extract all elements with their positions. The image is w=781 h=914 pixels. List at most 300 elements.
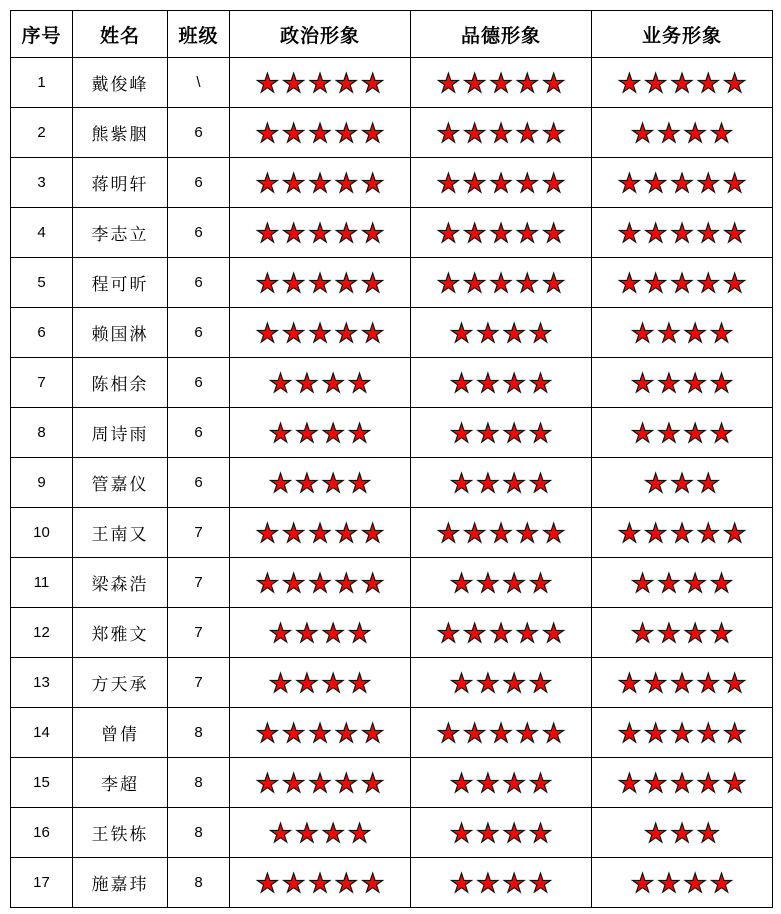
star-icon: ★ [670, 67, 694, 98]
star-icon: ★ [722, 167, 747, 198]
table-row [11, 858, 773, 908]
star-icon: ★ [670, 717, 694, 748]
star-icon: ★ [308, 567, 332, 598]
star-icon: ★ [709, 617, 734, 648]
star-icon: ★ [696, 817, 720, 848]
star-rating [592, 258, 772, 307]
star-icon: ★ [255, 267, 280, 298]
table-row [11, 308, 773, 358]
star-rating [230, 608, 410, 657]
star-icon: ★ [489, 67, 513, 98]
star-rating [411, 558, 591, 607]
star-icon: ★ [630, 567, 655, 598]
star-icon: ★ [489, 717, 513, 748]
cell-moral-rating [411, 58, 592, 108]
table-header [11, 11, 773, 58]
star-icon: ★ [644, 267, 668, 298]
cell-political-rating [230, 608, 411, 658]
star-rating [592, 558, 772, 607]
cell-political-rating [230, 208, 411, 258]
cell-moral-rating [411, 558, 592, 608]
star-icon: ★ [630, 617, 655, 648]
star-icon: ★ [436, 217, 461, 248]
cell-business-rating [592, 708, 773, 758]
star-icon: ★ [308, 317, 332, 348]
cell-class: 8 [168, 858, 230, 908]
star-icon: ★ [436, 267, 461, 298]
star-rating [230, 108, 410, 157]
star-icon: ★ [282, 267, 306, 298]
star-icon: ★ [282, 517, 306, 548]
star-icon: ★ [282, 767, 306, 798]
star-rating [230, 208, 410, 257]
star-icon: ★ [502, 567, 526, 598]
star-icon: ★ [515, 617, 539, 648]
star-icon: ★ [541, 717, 566, 748]
cell-business-rating [592, 108, 773, 158]
cell-index: 17 [11, 858, 73, 908]
star-icon: ★ [476, 667, 500, 698]
cell-moral-rating [411, 758, 592, 808]
star-icon: ★ [282, 167, 306, 198]
cell-index: 7 [11, 358, 73, 408]
star-icon: ★ [515, 117, 539, 148]
star-icon: ★ [321, 617, 345, 648]
star-icon: ★ [630, 117, 655, 148]
star-icon: ★ [709, 567, 734, 598]
star-icon: ★ [449, 817, 474, 848]
cell-class: 6 [168, 358, 230, 408]
star-icon: ★ [476, 817, 500, 848]
star-rating [411, 58, 591, 107]
star-icon: ★ [722, 67, 747, 98]
cell-index: 3 [11, 158, 73, 208]
star-rating [411, 508, 591, 557]
star-icon: ★ [321, 667, 345, 698]
star-rating [411, 458, 591, 507]
star-icon: ★ [360, 517, 385, 548]
star-icon: ★ [696, 467, 720, 498]
star-icon: ★ [696, 767, 720, 798]
column-header-name: 姓名 [73, 11, 168, 58]
star-icon: ★ [255, 217, 280, 248]
cell-class: 8 [168, 708, 230, 758]
cell-index: 8 [11, 408, 73, 458]
star-icon: ★ [617, 517, 642, 548]
star-rating [230, 758, 410, 807]
star-icon: ★ [295, 667, 319, 698]
table-row [11, 258, 773, 308]
star-icon: ★ [541, 267, 566, 298]
cell-political-rating [230, 108, 411, 158]
cell-name: 李超 [73, 758, 168, 808]
cell-name: 曾倩 [73, 708, 168, 758]
star-icon: ★ [541, 617, 566, 648]
star-icon: ★ [449, 367, 474, 398]
cell-index: 10 [11, 508, 73, 558]
star-icon: ★ [502, 417, 526, 448]
star-icon: ★ [308, 167, 332, 198]
star-icon: ★ [528, 467, 553, 498]
star-icon: ★ [449, 567, 474, 598]
star-icon: ★ [515, 67, 539, 98]
star-rating [411, 158, 591, 207]
star-icon: ★ [670, 767, 694, 798]
cell-moral-rating [411, 308, 592, 358]
cell-business-rating [592, 58, 773, 108]
star-icon: ★ [334, 117, 358, 148]
star-icon: ★ [321, 467, 345, 498]
cell-business-rating [592, 358, 773, 408]
cell-index: 1 [11, 58, 73, 108]
star-icon: ★ [630, 317, 655, 348]
star-icon: ★ [476, 467, 500, 498]
star-rating [411, 258, 591, 307]
star-rating [411, 108, 591, 157]
star-icon: ★ [515, 217, 539, 248]
cell-business-rating [592, 758, 773, 808]
star-icon: ★ [502, 467, 526, 498]
star-rating [230, 708, 410, 757]
star-icon: ★ [360, 167, 385, 198]
star-icon: ★ [463, 117, 487, 148]
cell-political-rating [230, 658, 411, 708]
table-row [11, 608, 773, 658]
star-icon: ★ [360, 567, 385, 598]
cell-moral-rating [411, 458, 592, 508]
star-icon: ★ [308, 217, 332, 248]
star-icon: ★ [347, 617, 372, 648]
star-icon: ★ [657, 417, 681, 448]
cell-political-rating [230, 458, 411, 508]
cell-political-rating [230, 258, 411, 308]
cell-name: 熊紫胭 [73, 108, 168, 158]
cell-business-rating [592, 458, 773, 508]
star-icon: ★ [696, 217, 720, 248]
star-icon: ★ [617, 217, 642, 248]
star-rating [230, 308, 410, 357]
star-icon: ★ [696, 717, 720, 748]
cell-index: 16 [11, 808, 73, 858]
star-icon: ★ [476, 767, 500, 798]
cell-name: 施嘉玮 [73, 858, 168, 908]
star-icon: ★ [436, 617, 461, 648]
star-icon: ★ [255, 117, 280, 148]
table-row [11, 658, 773, 708]
star-icon: ★ [696, 67, 720, 98]
cell-moral-rating [411, 158, 592, 208]
cell-political-rating [230, 708, 411, 758]
cell-class: 6 [168, 458, 230, 508]
star-icon: ★ [255, 517, 280, 548]
star-icon: ★ [476, 367, 500, 398]
star-rating [230, 58, 410, 107]
star-rating [230, 408, 410, 457]
cell-name: 方天承 [73, 658, 168, 708]
star-icon: ★ [617, 767, 642, 798]
star-icon: ★ [489, 117, 513, 148]
cell-moral-rating [411, 508, 592, 558]
star-icon: ★ [502, 817, 526, 848]
cell-class: 6 [168, 408, 230, 458]
cell-name: 李志立 [73, 208, 168, 258]
star-icon: ★ [360, 317, 385, 348]
star-rating [230, 458, 410, 507]
cell-political-rating [230, 158, 411, 208]
cell-index: 12 [11, 608, 73, 658]
star-rating [230, 508, 410, 557]
star-icon: ★ [670, 817, 694, 848]
cell-business-rating [592, 808, 773, 858]
star-icon: ★ [670, 167, 694, 198]
cell-business-rating [592, 258, 773, 308]
star-icon: ★ [436, 717, 461, 748]
star-icon: ★ [463, 517, 487, 548]
star-icon: ★ [709, 367, 734, 398]
star-icon: ★ [528, 367, 553, 398]
star-icon: ★ [295, 467, 319, 498]
star-icon: ★ [657, 567, 681, 598]
table-row [11, 358, 773, 408]
star-icon: ★ [670, 467, 694, 498]
star-icon: ★ [476, 867, 500, 898]
star-icon: ★ [670, 517, 694, 548]
cell-moral-rating [411, 108, 592, 158]
header-row [11, 11, 773, 58]
star-rating [411, 608, 591, 657]
cell-name: 程可昕 [73, 258, 168, 308]
star-rating [411, 858, 591, 907]
star-icon: ★ [334, 767, 358, 798]
star-rating [592, 708, 772, 757]
table-row [11, 808, 773, 858]
star-rating [411, 708, 591, 757]
star-icon: ★ [502, 767, 526, 798]
cell-moral-rating [411, 858, 592, 908]
star-icon: ★ [449, 467, 474, 498]
table-body [11, 58, 773, 908]
table-row [11, 208, 773, 258]
star-icon: ★ [683, 317, 707, 348]
cell-business-rating [592, 658, 773, 708]
star-rating [411, 658, 591, 707]
table-row [11, 508, 773, 558]
star-icon: ★ [696, 517, 720, 548]
star-icon: ★ [644, 67, 668, 98]
star-icon: ★ [528, 767, 553, 798]
cell-moral-rating [411, 208, 592, 258]
cell-class: 6 [168, 158, 230, 208]
star-rating [230, 808, 410, 857]
cell-index: 5 [11, 258, 73, 308]
star-icon: ★ [282, 217, 306, 248]
star-icon: ★ [696, 267, 720, 298]
star-icon: ★ [630, 367, 655, 398]
star-rating [592, 808, 772, 857]
star-icon: ★ [617, 267, 642, 298]
cell-name: 陈相余 [73, 358, 168, 408]
star-icon: ★ [683, 367, 707, 398]
star-rating [592, 208, 772, 257]
table-row [11, 758, 773, 808]
star-icon: ★ [463, 217, 487, 248]
star-icon: ★ [709, 867, 734, 898]
star-icon: ★ [282, 67, 306, 98]
cell-business-rating [592, 158, 773, 208]
star-icon: ★ [722, 767, 747, 798]
star-icon: ★ [268, 667, 293, 698]
star-icon: ★ [255, 567, 280, 598]
cell-business-rating [592, 308, 773, 358]
star-icon: ★ [528, 317, 553, 348]
cell-name: 管嘉仪 [73, 458, 168, 508]
star-icon: ★ [644, 217, 668, 248]
star-icon: ★ [696, 667, 720, 698]
cell-name: 周诗雨 [73, 408, 168, 458]
star-icon: ★ [334, 717, 358, 748]
star-icon: ★ [463, 267, 487, 298]
star-icon: ★ [489, 267, 513, 298]
star-icon: ★ [347, 367, 372, 398]
star-icon: ★ [347, 667, 372, 698]
cell-moral-rating [411, 808, 592, 858]
star-icon: ★ [709, 417, 734, 448]
cell-index: 11 [11, 558, 73, 608]
star-icon: ★ [295, 617, 319, 648]
star-rating [592, 308, 772, 357]
cell-business-rating [592, 208, 773, 258]
star-rating [592, 158, 772, 207]
star-icon: ★ [255, 167, 280, 198]
star-icon: ★ [541, 517, 566, 548]
star-icon: ★ [463, 67, 487, 98]
star-icon: ★ [463, 717, 487, 748]
column-header-index: 序号 [11, 11, 73, 58]
cell-business-rating [592, 858, 773, 908]
star-icon: ★ [683, 867, 707, 898]
star-icon: ★ [334, 567, 358, 598]
star-icon: ★ [528, 867, 553, 898]
star-icon: ★ [321, 367, 345, 398]
star-icon: ★ [502, 867, 526, 898]
star-icon: ★ [295, 417, 319, 448]
table-row [11, 58, 773, 108]
star-icon: ★ [268, 467, 293, 498]
star-icon: ★ [683, 417, 707, 448]
cell-political-rating [230, 758, 411, 808]
star-icon: ★ [722, 517, 747, 548]
cell-moral-rating [411, 258, 592, 308]
star-icon: ★ [255, 67, 280, 98]
star-rating [592, 108, 772, 157]
star-icon: ★ [268, 617, 293, 648]
star-rating [592, 58, 772, 107]
star-icon: ★ [334, 867, 358, 898]
star-icon: ★ [308, 117, 332, 148]
star-icon: ★ [722, 717, 747, 748]
cell-class: 6 [168, 108, 230, 158]
cell-business-rating [592, 558, 773, 608]
star-icon: ★ [463, 167, 487, 198]
star-icon: ★ [528, 817, 553, 848]
star-rating [230, 858, 410, 907]
star-icon: ★ [282, 117, 306, 148]
star-icon: ★ [436, 167, 461, 198]
cell-business-rating [592, 608, 773, 658]
column-header-class: 班级 [168, 11, 230, 58]
cell-moral-rating [411, 708, 592, 758]
cell-business-rating [592, 408, 773, 458]
star-icon: ★ [347, 467, 372, 498]
column-header-moral: 品德形象 [411, 11, 592, 58]
star-icon: ★ [657, 317, 681, 348]
cell-index: 13 [11, 658, 73, 708]
cell-moral-rating [411, 358, 592, 408]
cell-name: 王铁栋 [73, 808, 168, 858]
star-icon: ★ [476, 567, 500, 598]
star-icon: ★ [709, 117, 734, 148]
star-icon: ★ [722, 667, 747, 698]
star-icon: ★ [502, 367, 526, 398]
star-icon: ★ [541, 67, 566, 98]
cell-moral-rating [411, 658, 592, 708]
cell-political-rating [230, 308, 411, 358]
table-row [11, 558, 773, 608]
star-icon: ★ [334, 267, 358, 298]
cell-name: 郑雅文 [73, 608, 168, 658]
student-rating-table [10, 10, 773, 908]
cell-political-rating [230, 858, 411, 908]
star-rating [592, 658, 772, 707]
star-rating [592, 508, 772, 557]
star-icon: ★ [449, 667, 474, 698]
star-icon: ★ [255, 717, 280, 748]
star-icon: ★ [476, 417, 500, 448]
star-icon: ★ [644, 767, 668, 798]
table-row [11, 408, 773, 458]
star-icon: ★ [334, 517, 358, 548]
cell-class: 8 [168, 758, 230, 808]
cell-political-rating [230, 508, 411, 558]
star-icon: ★ [255, 317, 280, 348]
star-icon: ★ [502, 317, 526, 348]
star-icon: ★ [308, 767, 332, 798]
star-icon: ★ [630, 417, 655, 448]
star-rating [592, 358, 772, 407]
star-icon: ★ [295, 367, 319, 398]
star-rating [592, 458, 772, 507]
star-icon: ★ [268, 417, 293, 448]
star-icon: ★ [282, 317, 306, 348]
cell-name: 王南又 [73, 508, 168, 558]
star-icon: ★ [282, 717, 306, 748]
cell-class: \ [168, 58, 230, 108]
star-icon: ★ [657, 117, 681, 148]
cell-class: 8 [168, 808, 230, 858]
table-row [11, 708, 773, 758]
star-icon: ★ [515, 717, 539, 748]
star-rating [411, 308, 591, 357]
cell-political-rating [230, 808, 411, 858]
star-icon: ★ [541, 217, 566, 248]
star-icon: ★ [321, 417, 345, 448]
cell-index: 14 [11, 708, 73, 758]
star-icon: ★ [644, 667, 668, 698]
cell-class: 6 [168, 308, 230, 358]
star-icon: ★ [360, 867, 385, 898]
star-icon: ★ [670, 217, 694, 248]
star-icon: ★ [657, 617, 681, 648]
